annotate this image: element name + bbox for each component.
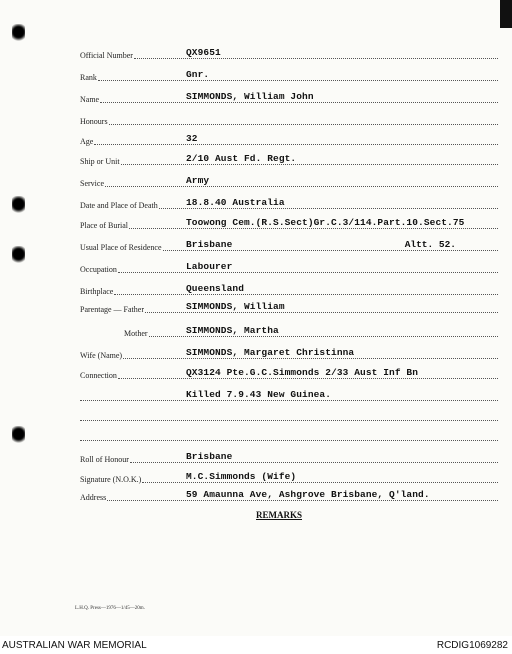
form-row — [80, 486, 500, 502]
form-row — [80, 386, 500, 402]
field-dotted-line — [94, 144, 498, 145]
field-label: Ship or Unit — [80, 157, 120, 166]
field-value: SIMMONDS, Margaret Christinna — [186, 347, 355, 358]
field-value: 2/10 Aust Fd. Regt. — [186, 153, 297, 164]
field-value: 32 — [186, 133, 198, 144]
field-label: Official Number — [80, 51, 133, 60]
field-label: Wife (Name) — [80, 351, 123, 360]
field-label: Birthplace — [80, 287, 114, 296]
field-value: Brisbane — [186, 239, 233, 250]
field-value: 18.8.40 Australia — [186, 197, 285, 208]
punch-hole — [12, 426, 25, 444]
field-dotted-line — [109, 124, 498, 125]
punch-hole — [12, 246, 25, 264]
form-row — [80, 44, 500, 60]
archive-footer — [0, 638, 512, 654]
field-label: Date and Place of Death — [80, 201, 158, 210]
form-row — [80, 194, 500, 210]
form-row — [80, 298, 500, 314]
remarks-heading: REMARKS — [256, 510, 303, 520]
form-row — [80, 130, 500, 146]
field-dotted-line — [107, 500, 498, 501]
field-label: Age — [80, 137, 94, 146]
form-row — [80, 344, 500, 360]
form-row — [80, 406, 500, 422]
field-dotted-line — [118, 378, 498, 379]
field-value: Gnr. — [186, 69, 210, 80]
field-dotted-line — [159, 208, 498, 209]
form-row — [80, 150, 500, 166]
field-value: Army — [186, 175, 210, 186]
archive-reference: RCDIG1069282 — [436, 640, 508, 651]
field-value: Toowong Cem.(R.S.Sect)Gr.C.3/114.Part.10.Sect.75 — [186, 217, 465, 228]
field-dotted-line — [142, 482, 498, 483]
field-value: QX3124 Pte.G.C.Simmonds 2/33 Aust Inf Bn — [186, 367, 419, 378]
field-value: QX9651 — [186, 47, 221, 58]
field-label: Honours — [80, 117, 108, 126]
field-value: Labourer — [186, 261, 233, 272]
field-value: SIMMONDS, William John — [186, 91, 314, 102]
form-row — [80, 88, 500, 104]
field-dotted-line — [118, 272, 498, 273]
field-label: Occupation — [80, 265, 117, 274]
field-dotted-line — [163, 250, 498, 251]
form-row — [80, 468, 500, 484]
form-row — [80, 258, 500, 274]
field-dotted-line — [129, 228, 498, 229]
field-value-right: Altt. 52. — [404, 239, 456, 250]
field-value: SIMMONDS, William — [186, 301, 285, 312]
form-row — [80, 110, 500, 126]
punch-hole — [12, 196, 25, 214]
punch-hole — [12, 24, 25, 42]
scan-edge-mark — [500, 0, 512, 28]
form-row — [80, 172, 500, 188]
field-label: Rank — [80, 73, 97, 82]
field-dotted-line — [123, 358, 498, 359]
field-dotted-line — [149, 336, 498, 337]
form-row — [80, 66, 500, 82]
form-row — [80, 236, 500, 252]
field-value: 59 Amaunna Ave, Ashgrove Brisbane, Q'land. — [186, 489, 430, 500]
field-label: Address — [80, 493, 107, 502]
field-label: Roll of Honour — [80, 455, 129, 464]
field-label: Parentage — Father — [80, 305, 144, 314]
field-dotted-line — [80, 400, 498, 401]
field-value: Killed 7.9.43 New Guinea. — [186, 389, 332, 400]
field-value: Brisbane — [186, 451, 233, 462]
field-label: Signature (N.O.K.) — [80, 475, 142, 484]
field-value: SIMMONDS, Martha — [186, 325, 279, 336]
press-note: L.H.Q. Press—1976—1/45—20m. — [75, 606, 145, 611]
field-dotted-line — [100, 102, 498, 103]
form-row — [80, 214, 500, 230]
field-dotted-line — [145, 312, 498, 313]
field-dotted-line — [80, 440, 498, 441]
field-dotted-line — [130, 462, 498, 463]
archive-name: AUSTRALIAN WAR MEMORIAL — [2, 640, 147, 651]
form-row — [80, 426, 500, 442]
field-label: Name — [80, 95, 100, 104]
form-row — [80, 448, 500, 464]
field-dotted-line — [98, 80, 498, 81]
field-label: Place of Burial — [80, 221, 128, 230]
field-label: Usual Place of Residence — [80, 243, 162, 252]
field-dotted-line — [80, 420, 498, 421]
field-label: Service — [80, 179, 104, 188]
field-label: Mother — [124, 329, 148, 338]
field-dotted-line — [105, 186, 498, 187]
field-label: Connection — [80, 371, 117, 380]
field-dotted-line — [121, 164, 498, 165]
field-value: Queensland — [186, 283, 245, 294]
form-row — [80, 322, 500, 338]
form-row — [80, 280, 500, 296]
field-dotted-line — [114, 294, 498, 295]
form-row — [80, 364, 500, 380]
field-dotted-line — [134, 58, 498, 59]
field-value: M.C.Simmonds (Wife) — [186, 471, 297, 482]
